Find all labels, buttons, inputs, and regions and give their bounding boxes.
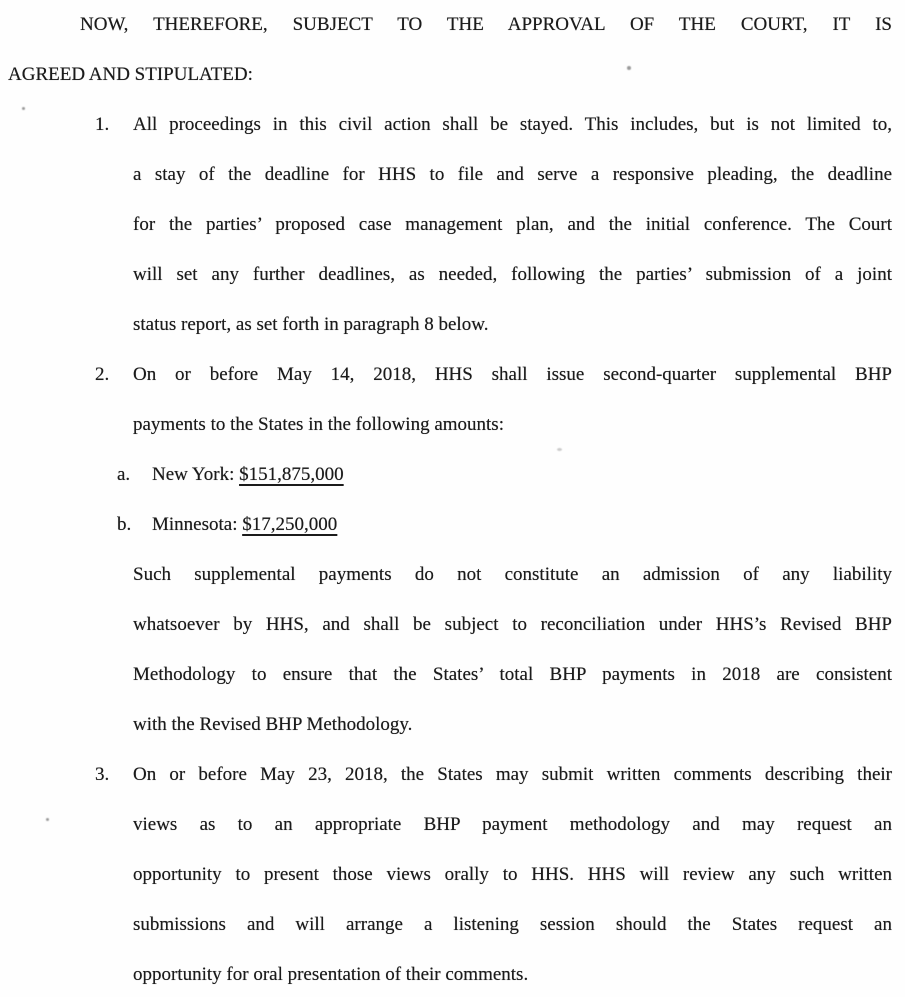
item-1-line-5: status report, as set forth in paragraph 8 below. bbox=[133, 314, 489, 335]
item-3-line-4: submissions and will arrange a listening session should the States request an bbox=[133, 914, 892, 935]
item-2-line-2: payments to the States in the following amounts: bbox=[133, 414, 504, 435]
subitem-a-label: New York: bbox=[152, 464, 240, 485]
item-3-line-2: views as to an appropriate BHP payment methodology and may request an bbox=[133, 814, 892, 835]
item-3-line-1 bbox=[0, 750, 905, 800]
item-2-number: 2. bbox=[95, 364, 110, 385]
new-york-amount: $151,875,000 bbox=[239, 464, 344, 485]
item-1-number: 1. bbox=[95, 114, 110, 135]
scan-speck bbox=[557, 448, 562, 451]
intro-line-2: AGREED AND STIPULATED: bbox=[8, 64, 253, 85]
scan-speck bbox=[46, 818, 49, 821]
minnesota-amount: $17,250,000 bbox=[242, 514, 338, 535]
subitem-minnesota bbox=[0, 500, 905, 550]
item-3-number: 3. bbox=[95, 764, 110, 785]
item-2-cont-2: whatsoever by HHS, and shall be subject to reconciliation under HHS’s Revised BHP bbox=[133, 614, 892, 635]
item-3-line-5: opportunity for oral presentation of their comments. bbox=[133, 964, 529, 985]
subitem-b-marker: b. bbox=[117, 514, 132, 535]
item-3-text: On or before May 23, 2018, the States may submit written comments describing their bbox=[133, 764, 892, 785]
subitem-new-york bbox=[0, 450, 905, 500]
item-2-cont-4: with the Revised BHP Methodology. bbox=[133, 714, 413, 735]
item-2-text: On or before May 14, 2018, HHS shall issue second-quarter supplemental BHP bbox=[133, 364, 892, 385]
item-2-cont-1: Such supplemental payments do not constitute an admission of any liability bbox=[133, 564, 892, 585]
item-1-line-3: for the parties’ proposed case management plan, and the initial conference. The Court bbox=[133, 214, 892, 235]
item-3-line-3: opportunity to present those views orally to HHS. HHS will review any such written bbox=[133, 864, 892, 885]
item-2-line-1 bbox=[0, 350, 905, 400]
item-1-line-2: a stay of the deadline for HHS to file and serve a responsive pleading, the deadline bbox=[133, 164, 892, 185]
item-1-line-1 bbox=[0, 100, 905, 150]
item-1-line-4: will set any further deadlines, as needed, following the parties’ submission of a joint bbox=[133, 264, 892, 285]
subitem-a-marker: a. bbox=[117, 464, 131, 485]
subitem-b-label: Minnesota: bbox=[152, 514, 243, 535]
scan-speck bbox=[627, 66, 631, 70]
intro-line-1: NOW, THEREFORE, SUBJECT TO THE APPROVAL OF THE COURT, IT IS bbox=[80, 14, 892, 35]
item-2-cont-3: Methodology to ensure that the States’ total BHP payments in 2018 are consistent bbox=[133, 664, 892, 685]
item-1-text: All proceedings in this civil action shall be stayed. This includes, but is not limited to, bbox=[133, 114, 892, 135]
scan-speck bbox=[22, 107, 25, 110]
